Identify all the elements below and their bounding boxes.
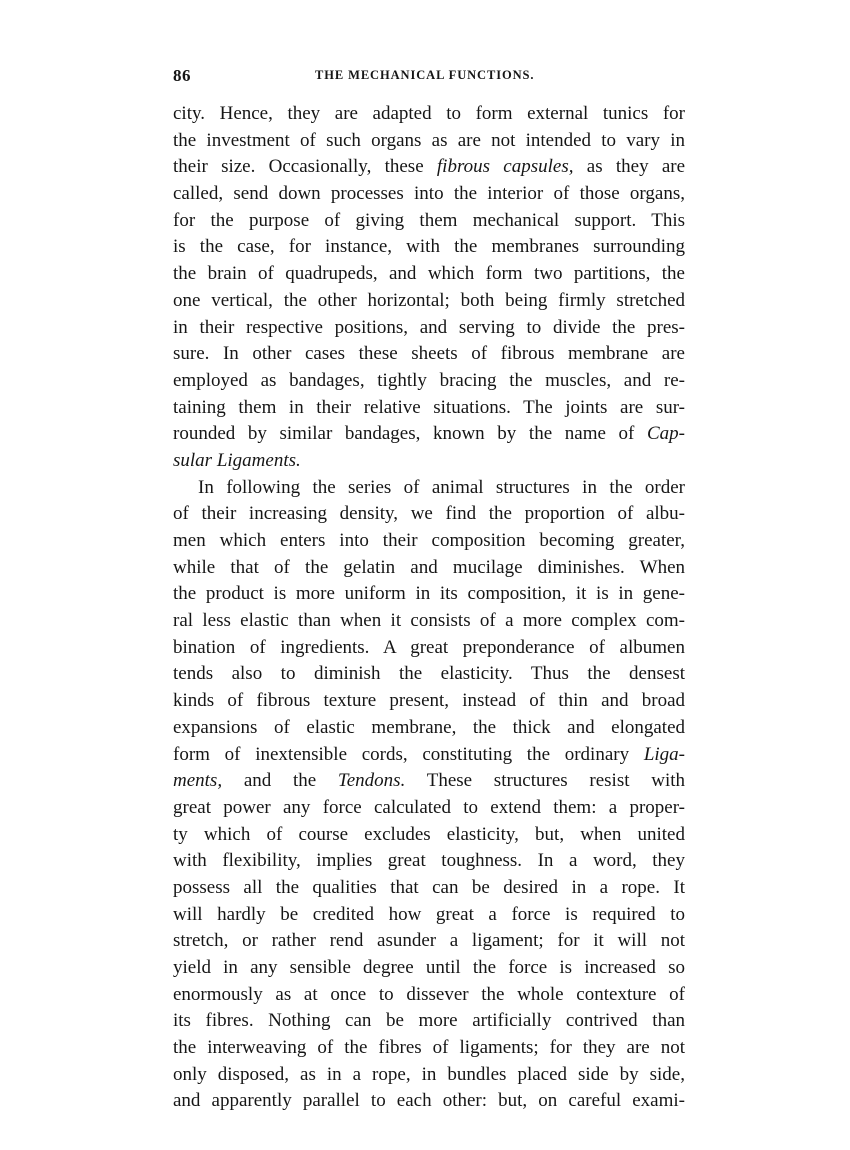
text-line: bination of ingredients. A great preponderance of albumen <box>173 636 685 658</box>
italic-term: ments, <box>173 770 223 792</box>
text-line: of their increasing density, we find the proportion of albu- <box>173 503 685 525</box>
text-line: ral less elastic than when it consists of a more complex com- <box>173 610 685 632</box>
page-number: 86 <box>173 66 191 85</box>
text-line: possess all the qualities that can be desired in a rope. It <box>173 876 685 898</box>
text-line: kinds of fibrous texture present, instead of thin and broad <box>173 690 685 712</box>
text-line: stretch, or rather rend asunder a ligament; for it will not <box>173 930 685 952</box>
text-line: taining them in their relative situations. The joints are sur- <box>173 396 685 418</box>
italic-term: Liga- <box>643 743 685 765</box>
text-line: will hardly be credited how great a force is required to <box>173 903 685 925</box>
italic-term: Cap- <box>647 423 685 445</box>
paragraph-start-line: In following the series of animal structures in the order <box>198 476 685 498</box>
text-line: yield in any sensible degree until the force is increased so <box>173 957 685 978</box>
text-line: the brain of quadrupeds, and which form two partitions, the <box>173 263 685 285</box>
text-line: the investment of such organs as are not intended to vary in <box>173 129 685 151</box>
text-line: form of inextensible cords, constituting the ordinary Liga- <box>173 743 685 765</box>
text-line: great power any force calculated to extend them: a proper- <box>173 796 685 818</box>
text-line: and apparently parallel to each other: but, on careful exami- <box>173 1090 685 1112</box>
text-line: its fibres. Nothing can be more artificially contrived than <box>173 1010 685 1032</box>
text-line: with flexibility, implies great toughness. In a word, they <box>173 850 685 872</box>
text-line: sure. In other cases these sheets of fibrous membrane are <box>173 343 685 365</box>
text-line: while that of the gelatin and mucilage diminishes. When <box>173 556 685 578</box>
italic-term: sular Ligaments. <box>173 449 301 471</box>
text-line: one vertical, the other horizontal; both being firmly stretched <box>173 289 685 311</box>
text-line: rounded by similar bandages, known by the name of Cap- <box>173 423 685 445</box>
text-line: in their respective positions, and serving to divide the pres- <box>173 316 685 338</box>
italic-term: fibrous capsules, <box>436 156 574 178</box>
text-line: for the purpose of giving them mechanical support. This <box>173 209 685 231</box>
text-line: ments, and the Tendons. These structures resist with <box>173 770 686 792</box>
text-line <box>173 448 685 475</box>
text-line: the interweaving of the fibres of ligaments; for they are not <box>173 1037 685 1059</box>
text-line: ty which of course excludes elasticity, but, when united <box>173 823 685 845</box>
body-text <box>173 101 685 1115</box>
text-line: men which enters into their composition becoming greater, <box>173 530 685 551</box>
text-line: the product is more uniform in its composition, it is in gene- <box>173 583 685 605</box>
text-line: is the case, for instance, with the membranes surrounding <box>173 236 685 258</box>
text-line: tends also to diminish the elasticity. Thus the densest <box>173 663 685 685</box>
page-header <box>173 66 685 86</box>
text-line: only disposed, as in a rope, in bundles placed side by side, <box>173 1063 685 1085</box>
text-line: called, send down processes into the interior of those organs, <box>173 183 685 205</box>
text-line: enormously as at once to dissever the whole contexture of <box>173 983 685 1005</box>
text-line: employed as bandages, tightly bracing the muscles, and re- <box>173 369 685 391</box>
running-head: THE MECHANICAL FUNCTIONS. <box>315 68 535 82</box>
text-line: their size. Occasionally, these fibrous capsules, as they are <box>173 156 686 178</box>
text-line: expansions of elastic membrane, the thick and elongated <box>173 716 685 738</box>
text-line: city. Hence, they are adapted to form external tunics for <box>173 103 685 124</box>
italic-term: Tendons. <box>337 770 406 792</box>
